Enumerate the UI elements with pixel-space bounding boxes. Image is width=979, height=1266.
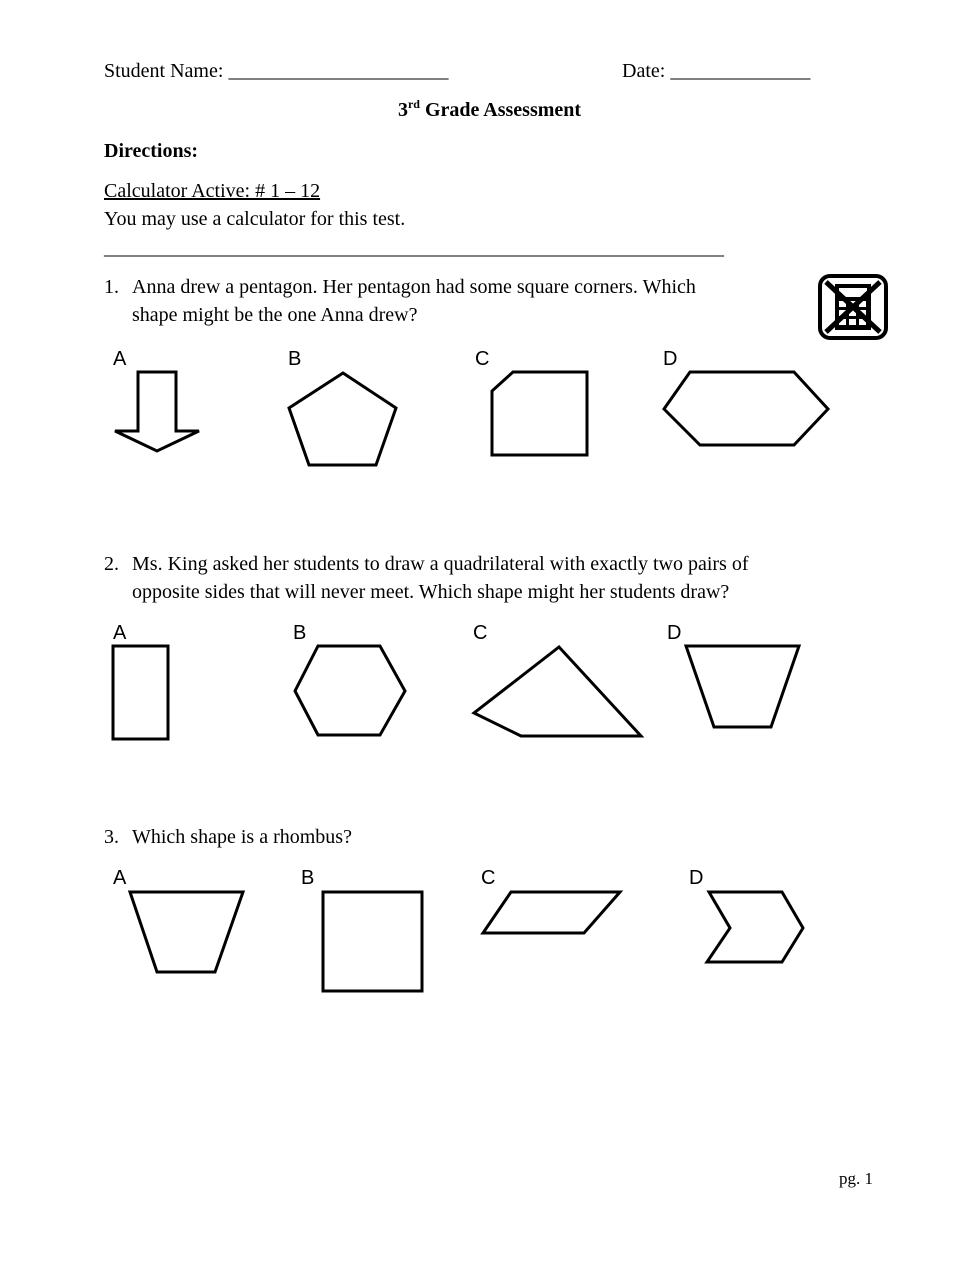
question-3-text-line1: Which shape is a rhombus?: [132, 826, 352, 848]
q1-choice-b-letter[interactable]: B: [288, 348, 302, 370]
q2-choice-c-letter[interactable]: C: [473, 622, 488, 644]
q3-choice-a-letter[interactable]: A: [113, 867, 127, 889]
calculator-note: You may use a calculator for this test.: [104, 208, 406, 230]
q3-choice-c-letter[interactable]: C: [481, 867, 496, 889]
question-1-number: 1.: [104, 276, 119, 298]
q2-choice-a-letter[interactable]: A: [113, 622, 127, 644]
q3-b-square-shape: [323, 892, 422, 991]
q1-choice-a-letter[interactable]: A: [113, 348, 127, 370]
question-1-text-line1: Anna drew a pentagon. Her pentagon had some square corners. Which: [132, 276, 696, 298]
q3-d-chevron-shape: [707, 892, 803, 962]
directions-rule: ______________________________________________________________: [104, 237, 724, 259]
question-2-number: 2.: [104, 553, 119, 575]
page-title: 3rd Grade Assessment: [397, 97, 582, 121]
calculator-active-label: Calculator Active: # 1 – 12: [104, 180, 321, 202]
question-2-text-line2: opposite sides that will never meet. Which shape might her students draw?: [132, 581, 730, 603]
student-name-blank[interactable]: ______________________: [228, 60, 449, 82]
q3-c-parallelogram-shape: [483, 892, 620, 933]
q1-choice-d-letter[interactable]: D: [663, 348, 678, 370]
student-name-label: Student Name:: [104, 60, 224, 82]
q2-choice-d-letter[interactable]: D: [667, 622, 682, 644]
q3-choice-b-letter[interactable]: B: [301, 867, 315, 889]
q1-choice-c-letter[interactable]: C: [475, 348, 490, 370]
directions-label: Directions:: [104, 140, 199, 162]
question-3-number: 3.: [104, 826, 119, 848]
q3-choice-d-letter[interactable]: D: [689, 867, 704, 889]
date-label: Date:: [622, 60, 666, 82]
date-blank[interactable]: ______________: [670, 60, 811, 82]
q2-choice-b-letter[interactable]: B: [293, 622, 307, 644]
q3-a-trapezoid-shape: [130, 892, 243, 972]
question-1-text-line2: shape might be the one Anna drew?: [132, 304, 418, 326]
question-2-text-line1: Ms. King asked her students to draw a quadrilateral with exactly two pairs of: [132, 553, 749, 575]
page-number: pg. 1: [839, 1169, 873, 1188]
